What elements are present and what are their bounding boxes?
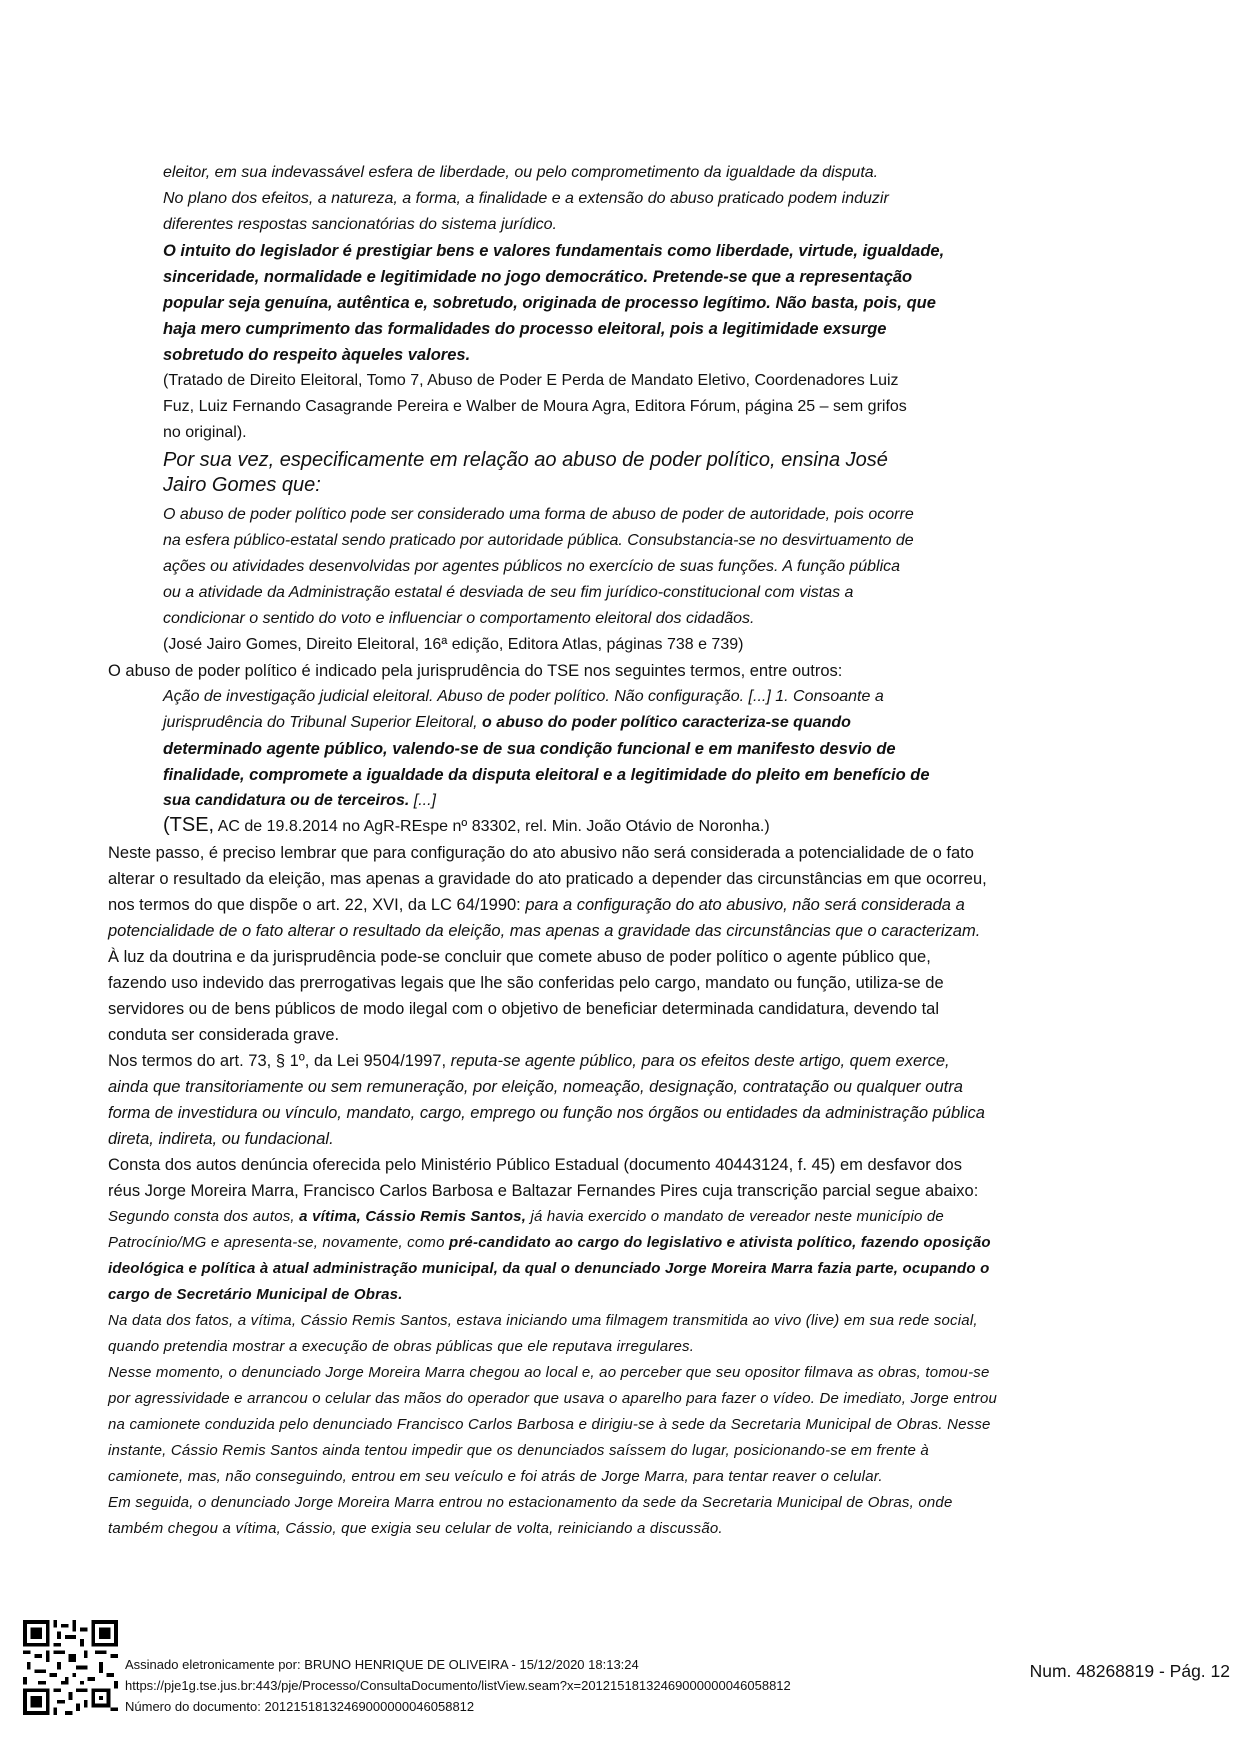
- quote-line: diferentes respostas sancionatórias do sistema jurídico.: [163, 216, 557, 233]
- citation-line: Fuz, Luiz Fernando Casagrande Pereira e Walber de Moura Agra, Editora Fórum, página 25 – sem grifos: [163, 398, 907, 415]
- paragraph-line: Neste passo, é preciso lembrar que para configuração do ato abusivo não será considerada a potencialidade de o fato: [108, 844, 974, 862]
- paragraph-line: ainda que transitoriamente ou sem remuneração, por eleição, nomeação, designação, contratação ou qualquer outra: [108, 1078, 963, 1096]
- quote-bold-line: O intuito do legislador é prestigiar bens e valores fundamentais como liberdade, virtude, igualdade,: [163, 242, 945, 260]
- paragraph-line: Consta dos autos denúncia oferecida pelo Ministério Público Estadual (documento 40443124, f. 45) em desfavor dos: [108, 1156, 962, 1174]
- paragraph-line: servidores ou de bens públicos de modo ilegal com o objetivo de beneficiar determinada candidatura, devendo tal: [108, 1000, 940, 1018]
- quote-bold-line: sinceridade, normalidade e legitimidade no jogo democrático. Pretende-se que a representação: [163, 268, 913, 286]
- denuncia-line: camionete, mas, não conseguindo, entrou em seu veículo e foi atrás de Jorge Marra, para tentar reaver o celular.: [108, 1468, 883, 1485]
- denuncia-line: quando pretendia mostrar a execução de obras públicas que ele reputava irregulares.: [108, 1338, 695, 1355]
- paragraph-line: conduta ser considerada grave.: [108, 1026, 340, 1044]
- citation-line: (Tratado de Direito Eleitoral, Tomo 7, Abuso de Poder E Perda de Mandato Eletivo, Coordenadores Luiz: [163, 372, 899, 389]
- denuncia-line: Em seguida, o denunciado Jorge Moreira Marra entrou no estacionamento da sede da Secretaria Municipal de Obras, onde: [108, 1494, 953, 1511]
- paragraph-line: À luz da doutrina e da jurisprudência pode-se concluir que comete abuso de poder político o agente público que,: [108, 948, 931, 966]
- quote-line: ou a atividade da Administração estatal é desviada de seu fim jurídico-constitucional com vistas a: [163, 584, 854, 601]
- denuncia-line: também chegou a vítima, Cássio, que exigia seu celular de volta, reiniciando a discussão.: [108, 1520, 723, 1537]
- quote-bold-line: sobretudo do respeito àqueles valores.: [163, 346, 471, 364]
- denuncia-line: por agressividade e arrancou o celular das mãos do operador que usava o aparelho para fazer o vídeo. De imediato, Jorge entrou: [108, 1390, 998, 1407]
- denuncia-line: Segundo consta dos autos, a vítima, Cássio Remis Santos, já havia exercido o mandato de vereador neste município de: [108, 1208, 944, 1225]
- paragraph-line: alterar o resultado da eleição, mas apenas a gravidade do ato praticado a depender das circunstâncias em que ocorreu,: [108, 870, 987, 888]
- document-url[interactable]: https://pje1g.tse.jus.br:443/pje/Processo/ConsultaDocumento/listView.seam?x=20121518132469000000046058812: [125, 1678, 791, 1693]
- quote-bold-line: finalidade, compromete a igualdade da disputa eleitoral e a legitimidade do pleito em benefício de: [163, 766, 930, 784]
- quote-line: na esfera público-estatal sendo praticado por autoridade pública. Consubstancia-se no desvirtuamento de: [163, 532, 914, 549]
- paragraph-line: O abuso de poder político é indicado pela jurisprudência do TSE nos seguintes termos, entre outros:: [108, 662, 843, 680]
- document-number: Número do documento: 20121518132469000000046058812: [125, 1699, 475, 1714]
- page-number: Num. 48268819 - Pág. 12: [1029, 1661, 1230, 1681]
- denuncia-line: na camionete conduzida pelo denunciado Francisco Carlos Barbosa e dirigiu-se à sede da Secretaria Municipal de Obras. Nesse: [108, 1416, 991, 1433]
- citation-line: (TSE, AC de 19.8.2014 no AgR-REspe nº 83302, rel. Min. João Otávio de Noronha.): [163, 814, 770, 836]
- quote-bold-line: popular seja genuína, autêntica e, sobretudo, originada de processo legítimo. Não basta, pois, que: [163, 294, 936, 312]
- citation-line: no original).: [163, 424, 247, 441]
- quote-line: ações ou atividades desenvolvidas por agentes públicos no exercício de suas funções. A função pública: [163, 558, 901, 575]
- quote-line: sua candidatura ou de terceiros. [...]: [163, 792, 436, 809]
- denuncia-line: Patrocínio/MG e apresenta-se, novamente, como pré-candidato ao cargo do legislativo e ativista político, fazendo oposição: [108, 1234, 991, 1251]
- quote-line: O abuso de poder político pode ser considerado uma forma de abuso de poder de autoridade, pois ocorre: [163, 506, 914, 523]
- paragraph-line: fazendo uso indevido das prerrogativas legais que lhe são conferidas pelo cargo, mandato ou função, utiliza-se de: [108, 974, 944, 992]
- paragraph-line: nos termos do que dispõe o art. 22, XVI, da LC 64/1990: para a configuração do ato abusivo, não será considerada a: [108, 896, 965, 914]
- paragraph-line: réus Jorge Moreira Marra, Francisco Carlos Barbosa e Baltazar Fernandes Pires cuja transcrição parcial segue abaixo:: [108, 1182, 979, 1200]
- citation-line: (José Jairo Gomes, Direito Eleitoral, 16ª edição, Editora Atlas, páginas 738 e 739): [163, 636, 744, 653]
- intro-line: Jairo Gomes que:: [163, 474, 321, 496]
- quote-line: Ação de investigação judicial eleitoral. Abuso de poder político. Não configuração. [...] 1. Consoante a: [163, 688, 884, 705]
- paragraph-line: potencialidade de o fato alterar o resultado da eleição, mas apenas a gravidade das circunstâncias que o caracterizam.: [108, 922, 981, 940]
- denuncia-line: cargo de Secretário Municipal de Obras.: [108, 1286, 403, 1303]
- denuncia-line: Nesse momento, o denunciado Jorge Moreira Marra chegou ao local e, ao perceber que seu opositor filmava as obras, tomou-se: [108, 1364, 990, 1381]
- denuncia-line: ideológica e política à atual administração municipal, da qual o denunciado Jorge Moreira Marra fazia parte, ocupando o: [108, 1260, 990, 1277]
- denuncia-line: instante, Cássio Remis Santos ainda tentou impedir que os denunciados saíssem do lugar, posicionando-se em frente à: [108, 1442, 929, 1459]
- qr-code-icon: [23, 1620, 118, 1715]
- quote-line: condicionar o sentido do voto e influenciar o comportamento eleitoral dos cidadãos.: [163, 610, 755, 627]
- quote-bold-line: determinado agente público, valendo-se de sua condição funcional e em manifesto desvio de: [163, 740, 896, 758]
- paragraph-line: Nos termos do art. 73, § 1º, da Lei 9504/1997, reputa-se agente público, para os efeitos deste artigo, quem exerce,: [108, 1052, 950, 1070]
- denuncia-line: Na data dos fatos, a vítima, Cássio Remis Santos, estava iniciando uma filmagem transmitida ao vivo (live) em sua rede social,: [108, 1312, 978, 1329]
- paragraph-line: forma de investidura ou vínculo, mandato, cargo, emprego ou função nos órgãos ou entidades da administração pública: [108, 1104, 985, 1122]
- quote-bold-line: haja mero cumprimento das formalidades do processo eleitoral, pois a legitimidade exsurge: [163, 320, 887, 338]
- quote-line: No plano dos efeitos, a natureza, a forma, a finalidade e a extensão do abuso praticado podem induzir: [163, 190, 889, 207]
- quote-line: jurisprudência do Tribunal Superior Eleitoral, o abuso do poder político caracteriza-se quando: [163, 714, 851, 731]
- quote-line: eleitor, em sua indevassável esfera de liberdade, ou pelo comprometimento da igualdade da disputa.: [163, 164, 879, 181]
- signature-line: Assinado eletronicamente por: BRUNO HENRIQUE DE OLIVEIRA - 15/12/2020 18:13:24: [125, 1657, 639, 1672]
- paragraph-line: direta, indireta, ou fundacional.: [108, 1130, 334, 1148]
- intro-line: Por sua vez, especificamente em relação ao abuso de poder político, ensina José: [163, 449, 888, 471]
